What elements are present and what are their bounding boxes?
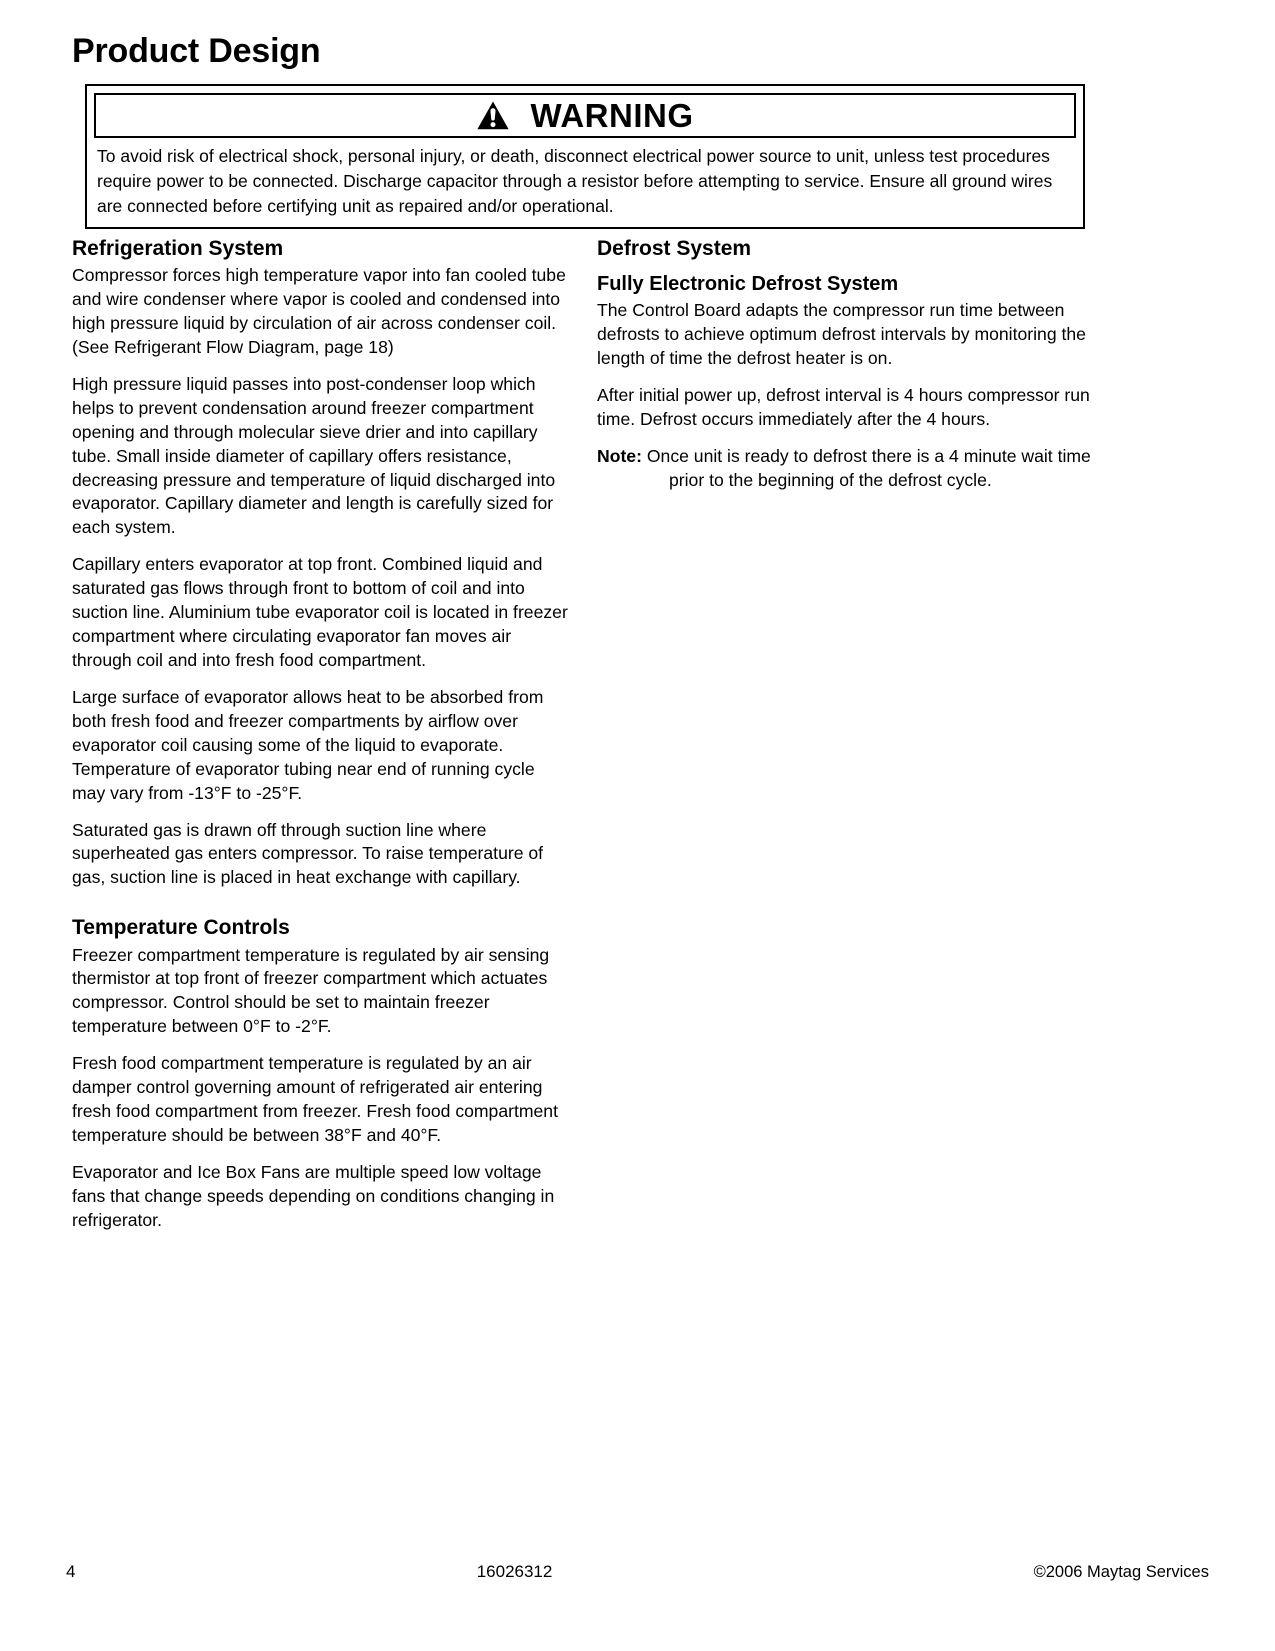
subsection-heading-fully-electronic-defrost-system: Fully Electronic Defrost System <box>597 273 899 296</box>
section-heading-refrigeration-system: Refrigeration System <box>72 237 284 260</box>
footer-copyright: ©2006 Maytag Services <box>1033 1563 1209 1581</box>
page-footer <box>66 1562 1209 1582</box>
note-paragraph <box>597 445 1097 493</box>
paragraph: Freezer compartment temperature is regulated by air sensing thermistor at top front of freezer compartment which actuates compressor. Control should be set to maintain freezer temperature between 0°F to -2°F. <box>72 944 550 1037</box>
paragraph: The Control Board adapts the compressor run time between defrosts to achieve optimum defrost intervals by monitoring the length of time the defrost heater is on. <box>597 300 1086 369</box>
warning-heading: WARNING <box>530 97 694 134</box>
paragraph: Evaporator and Ice Box Fans are multiple speed low voltage fans that change speeds depending on conditions changing in refrigerator. <box>72 1161 555 1230</box>
warning-box <box>85 84 1085 229</box>
warning-text: To avoid risk of electrical shock, personal injury, or death, disconnect electrical power source to unit, unless test procedures require power to be connected. Discharge capacitor through a resistor before attempting to service. Ensure all ground wires are connected before certifying unit as repaired and/or operational. <box>97 146 1053 216</box>
page-title: Product Design <box>72 32 321 70</box>
paragraph: Large surface of evaporator allows heat to be absorbed from both fresh food and freezer compartments by airflow over evaporator coil causing some of the liquid to evaporate. Temperature of evaporator tubing near end of running cycle may vary from -13°F to -25°F. <box>72 686 544 803</box>
warning-header <box>94 93 1076 138</box>
footer-page-number: 4 <box>66 1562 76 1581</box>
paragraph: Saturated gas is drawn off through suction line where superheated gas enters compressor. To raise temperature of gas, suction line is placed in heat exchange with capillary. <box>72 819 544 888</box>
paragraph: After initial power up, defrost interval is 4 hours compressor run time. Defrost occurs immediately after the 4 hours. <box>597 384 1090 429</box>
warning-triangle-icon <box>477 101 509 130</box>
paragraph: Fresh food compartment temperature is regulated by an air damper control governing amount of refrigerated air entering fresh food compartment from freezer. Fresh food compartment temperature should be between 38°F and 40°F. <box>72 1053 558 1145</box>
note-label: Note: <box>597 445 642 466</box>
section-heading-defrost-system: Defrost System <box>597 237 752 260</box>
left-column <box>72 236 572 1233</box>
paragraph: Compressor forces high temperature vapor into fan cooled tube and wire condenser where vapor is cooled and condensed into high pressure liquid by circulation of air across condenser coil. (See Refrigerant Flow Diagram, page 18) <box>72 265 566 357</box>
note-text: Once unit is ready to defrost there is a 4 minute wait time prior to the beginning of the defrost cycle. <box>641 445 1091 490</box>
footer-part-number: 16026312 <box>476 1562 553 1581</box>
paragraph: High pressure liquid passes into post-condenser loop which helps to prevent condensation around freezer compartment opening and through molecular sieve drier and into capillary tube. Small inside diameter of capillary offers resistance, decreasing pressure and temperature of liquid discharged into evaporator. Capillary diameter and length is carefully sized for each system. <box>72 373 556 538</box>
right-column <box>597 236 1097 493</box>
paragraph: Capillary enters evaporator at top front. Combined liquid and saturated gas flows through front to bottom of coil and into suction line. Aluminium tube evaporator coil is located in freezer compartment where circulating evaporator fan moves air through coil and into fresh food compartment. <box>72 554 568 671</box>
section-heading-temperature-controls: Temperature Controls <box>72 916 290 940</box>
